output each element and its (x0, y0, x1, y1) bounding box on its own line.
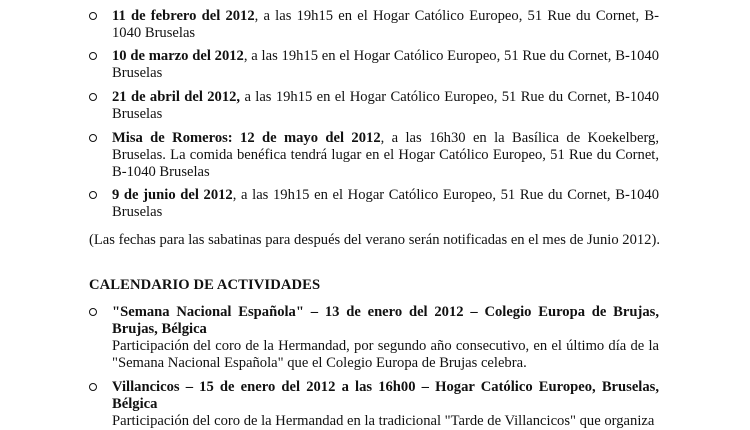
event-details: , a las 19h15 en el Hogar Católico Europeo, 51 Rue du Cornet, B-1040 Bruselas (112, 187, 659, 220)
list-item (89, 89, 659, 123)
event-details: , a las 19h15 en el Hogar Católico Europeo, 51 Rue du Cornet, B-1040 Bruselas (112, 48, 659, 81)
list-item (89, 130, 659, 181)
activity-title: Villancicos – 15 de enero del 2012 a las 16h00 – Hogar Católico Europeo, Bruselas, Bélgica (112, 379, 659, 412)
list-item (89, 187, 659, 221)
event-details: a las 19h15 en el Hogar Católico Europeo, 51 Rue du Cornet, B-1040 Bruselas (112, 89, 660, 122)
activity-description: Participación del coro de la Hermandad en la tradicional "Tarde de Villancicos" que organiza (112, 413, 655, 429)
circle-bullet-icon (89, 191, 97, 199)
event-date: 21 de abril del 2012, (112, 89, 241, 105)
list-item (89, 304, 659, 372)
event-details: , a las 16h30 en la Basílica de Koekelberg, Bruselas. La comida benéfica tendrá lugar en el Hogar Católico Europeo, 51 Rue du Cornet, B-1040 Bruselas (112, 130, 659, 180)
event-date: Misa de Romeros: 12 de mayo del 2012 (112, 130, 381, 146)
event-date: 9 de junio del 2012 (112, 187, 233, 203)
event-date: 10 de marzo del 2012 (112, 48, 244, 64)
activity-description: Participación del coro de la Hermandad, por segundo año consecutivo, en el último día de la "Semana Nacional Española" que el Colegio Europa de Brujas celebra. (112, 338, 659, 371)
circle-bullet-icon (89, 12, 97, 20)
circle-bullet-icon (89, 383, 97, 391)
circle-bullet-icon (89, 93, 97, 101)
list-item (89, 8, 659, 42)
circle-bullet-icon (89, 134, 97, 142)
list-item (89, 48, 659, 82)
event-date: 11 de febrero del 2012 (112, 8, 255, 24)
list-item (89, 379, 659, 430)
circle-bullet-icon (89, 52, 97, 60)
event-details: , a las 19h15 en el Hogar Católico Europeo, 51 Rue du Cornet, B-1040 Bruselas (112, 8, 659, 41)
activity-title: "Semana Nacional Española" – 13 de enero del 2012 – Colegio Europa de Brujas, Brujas, Bélgica (112, 304, 659, 337)
circle-bullet-icon (89, 308, 97, 316)
dates-note: (Las fechas para las sabatinas para después del verano serán notificadas en el mes de Junio 2012). (89, 232, 660, 248)
section-heading: CALENDARIO DE ACTIVIDADES (89, 277, 321, 293)
